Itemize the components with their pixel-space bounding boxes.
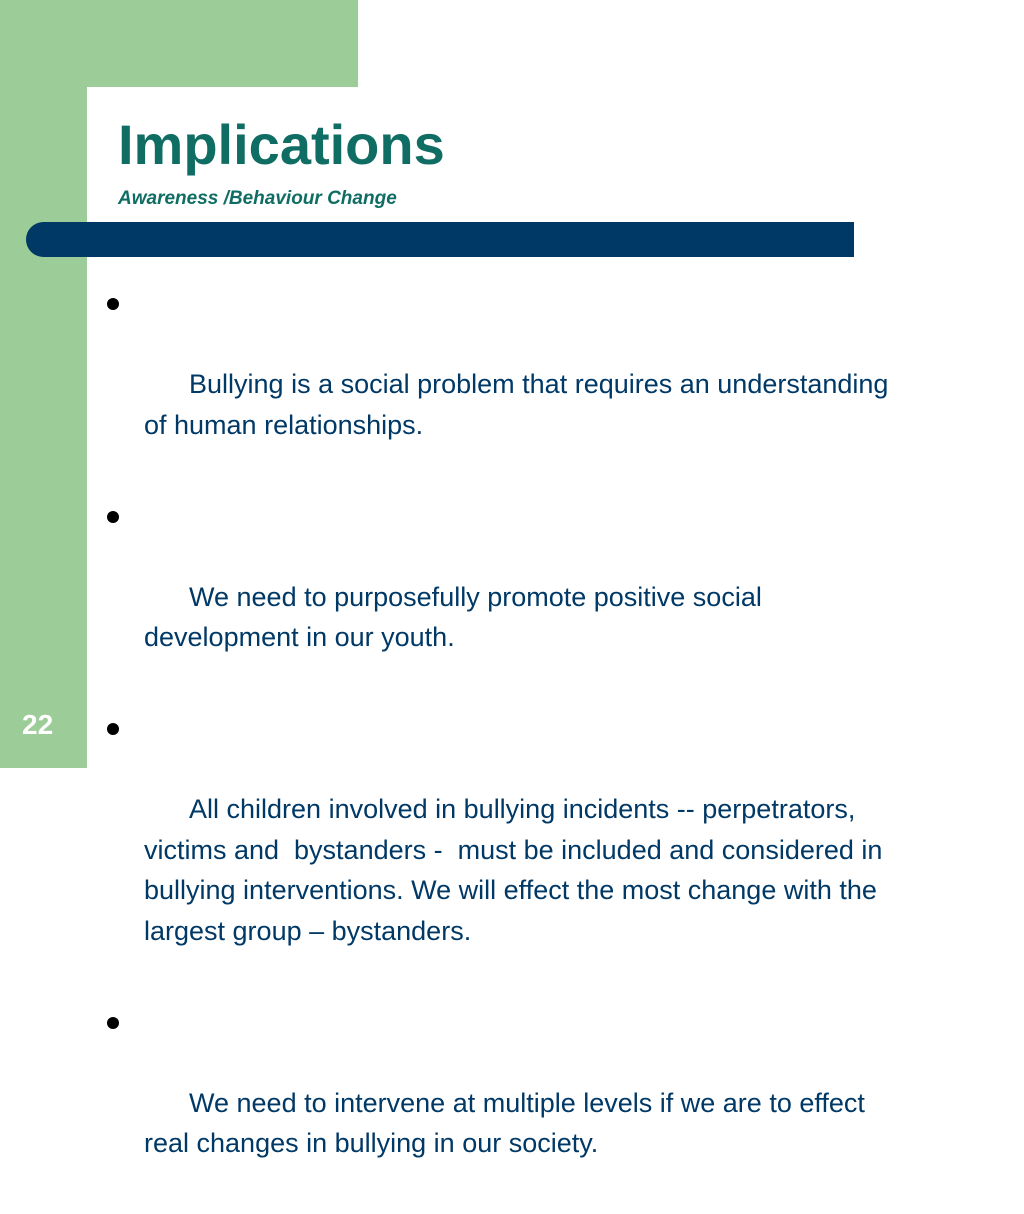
bullet-dot-icon [107, 1017, 119, 1029]
green-top-panel [0, 0, 358, 87]
bullet-list [104, 283, 904, 1214]
bullet-item [104, 283, 904, 486]
bullet-text: We need to intervene at multiple levels if we are to effect real changes in bullying in our society. [144, 1087, 873, 1158]
bullet-text: We need to purposefully promote positive social development in our youth. [144, 581, 770, 652]
green-side-panel [0, 0, 87, 768]
bullet-dot-icon [107, 511, 119, 523]
bullet-text: All children involved in bullying incidents -- perpetrators, victims and bystanders - must be included and considered in bullying interventions. We will effect the most change with the largest group – bystanders. [144, 794, 890, 946]
bullet-item [104, 1002, 904, 1205]
bullet-text: Bullying is a social problem that requires an understanding of human relationships. [144, 369, 896, 440]
slide-title: Implications [118, 113, 445, 176]
title-divider-bar [26, 222, 854, 257]
slide-subtitle: Awareness /Behaviour Change [118, 188, 397, 209]
bullet-item [104, 496, 904, 699]
page-number: 22 [22, 709, 54, 740]
bullet-dot-icon [107, 723, 119, 735]
bullet-item [104, 708, 904, 992]
bullet-dot-icon [107, 298, 119, 310]
